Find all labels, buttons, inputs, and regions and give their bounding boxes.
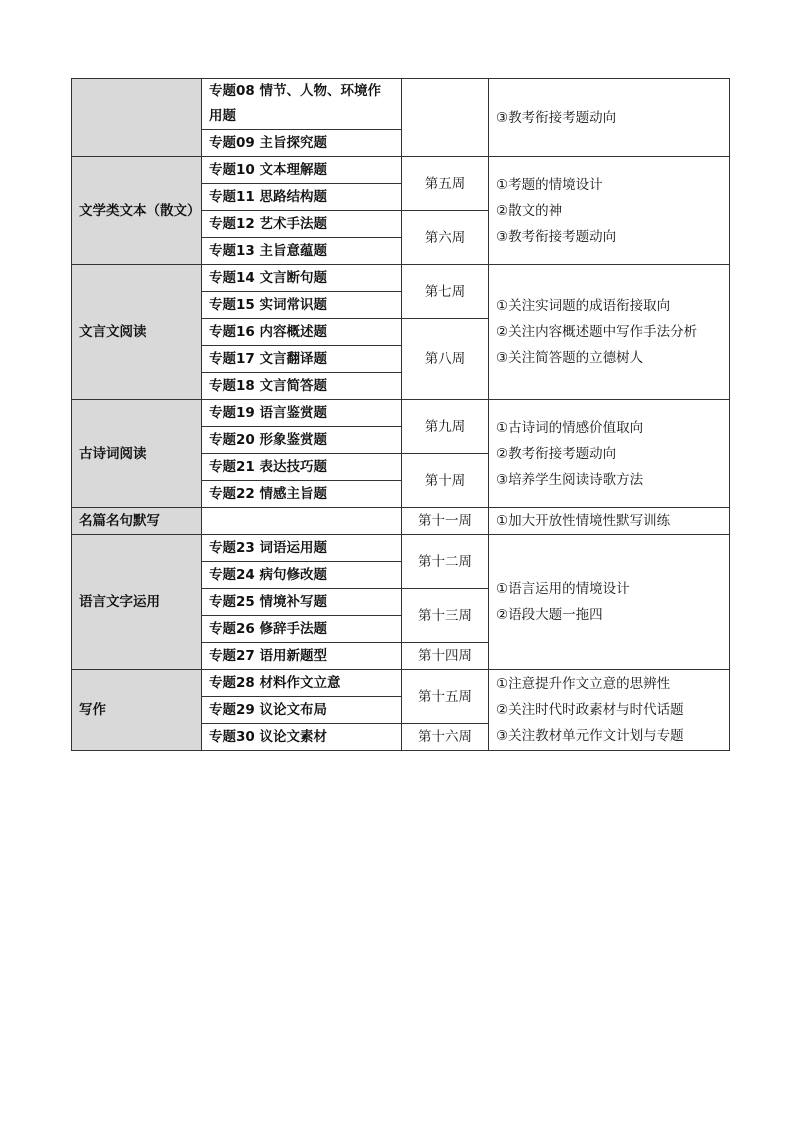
topic-cell: 专题17 文言翻译题 — [202, 346, 402, 373]
goal-cell — [489, 157, 730, 265]
goal-item: ①考题的情境设计 — [496, 176, 603, 193]
goal-item: ①关注实词题的成语衔接取向 — [496, 298, 671, 314]
topic-cell: 专题26 修辞手法题 — [202, 616, 402, 643]
goal-cell — [489, 79, 730, 157]
category-cell: 古诗词阅读 — [72, 400, 202, 508]
category-cell: 写作 — [72, 670, 202, 751]
table-row — [72, 535, 730, 562]
goal-item: ②关注时代时政素材与时代话题 — [496, 702, 684, 718]
goal-item: ②语段大题一拖四 — [496, 607, 603, 623]
topic-cell: 专题19 语言鉴赏题 — [202, 400, 402, 427]
topic-cell: 专题09 主旨探究题 — [202, 130, 402, 157]
topic-cell — [202, 508, 402, 535]
goal-cell — [489, 670, 730, 751]
topic-cell: 专题18 文言简答题 — [202, 373, 402, 400]
goal-item: ①加大开放性情境性默写训练 — [496, 513, 671, 529]
topic-cell: 专题27 语用新题型 — [202, 643, 402, 670]
topic-cell: 专题28 材料作文立意 — [202, 670, 402, 697]
goal-item: ②散文的神 — [496, 202, 563, 219]
goal-item: ③关注简答题的立德树人 — [496, 350, 644, 366]
week-cell — [402, 79, 489, 157]
topic-cell: 专题23 词语运用题 — [202, 535, 402, 562]
topic-cell: 专题10 文本理解题 — [202, 157, 402, 184]
topic-cell: 专题29 议论文布局 — [202, 697, 402, 724]
topic-cell: 专题30 议论文素材 — [202, 724, 402, 751]
table-row — [72, 157, 730, 184]
week-cell: 第十周 — [402, 454, 489, 508]
topic-cell: 专题11 思路结构题 — [202, 184, 402, 211]
week-cell: 第十一周 — [402, 508, 489, 535]
topic-cell: 专题25 情境补写题 — [202, 589, 402, 616]
week-cell: 第六周 — [402, 211, 489, 265]
goal-item: ①语言运用的情境设计 — [496, 581, 630, 597]
week-cell: 第八周 — [402, 319, 489, 400]
week-cell: 第五周 — [402, 157, 489, 211]
goal-item: ③关注教材单元作文计划与专题 — [496, 728, 684, 744]
week-cell: 第十三周 — [402, 589, 489, 643]
topic-cell: 专题14 文言断句题 — [202, 265, 402, 292]
table-row — [72, 79, 730, 130]
week-cell: 第九周 — [402, 400, 489, 454]
table-row — [72, 508, 730, 535]
topic-cell: 专题12 艺术手法题 — [202, 211, 402, 238]
goal-item: ①古诗词的情感价值取向 — [496, 419, 644, 436]
table-row — [72, 670, 730, 697]
goal-item: ③教考衔接考题动向 — [496, 109, 617, 126]
week-cell: 第七周 — [402, 265, 489, 319]
topic-cell: 专题16 内容概述题 — [202, 319, 402, 346]
goal-item: ②关注内容概述题中写作手法分析 — [496, 324, 698, 340]
category-cell: 文学类文本（散文） — [72, 157, 202, 265]
goal-item: ③培养学生阅读诗歌方法 — [496, 471, 644, 488]
week-cell: 第十二周 — [402, 535, 489, 589]
category-cell: 文言文阅读 — [72, 265, 202, 400]
goal-item: ②教考衔接考题动向 — [496, 445, 617, 462]
topic-cell: 专题20 形象鉴赏题 — [202, 427, 402, 454]
category-cell: 名篇名句默写 — [72, 508, 202, 535]
goal-cell — [489, 400, 730, 508]
goal-item: ③教考衔接考题动向 — [496, 228, 617, 245]
topic-cell: 专题08 情节、人物、环境作用题 — [202, 79, 402, 130]
topic-cell: 专题15 实词常识题 — [202, 292, 402, 319]
category-cell — [72, 79, 202, 157]
goal-cell — [489, 535, 730, 670]
category-cell: 语言文字运用 — [72, 535, 202, 670]
goal-item: ①注意提升作文立意的思辨性 — [496, 676, 671, 692]
goal-cell — [489, 508, 730, 535]
table-row — [72, 265, 730, 292]
topic-cell: 专题21 表达技巧题 — [202, 454, 402, 481]
study-plan-table — [71, 78, 730, 751]
topic-cell: 专题22 情感主旨题 — [202, 481, 402, 508]
topic-cell: 专题13 主旨意蕴题 — [202, 238, 402, 265]
week-cell: 第十五周 — [402, 670, 489, 724]
week-cell: 第十六周 — [402, 724, 489, 751]
table-row — [72, 400, 730, 427]
topic-cell: 专题24 病句修改题 — [202, 562, 402, 589]
goal-cell — [489, 265, 730, 400]
week-cell: 第十四周 — [402, 643, 489, 670]
